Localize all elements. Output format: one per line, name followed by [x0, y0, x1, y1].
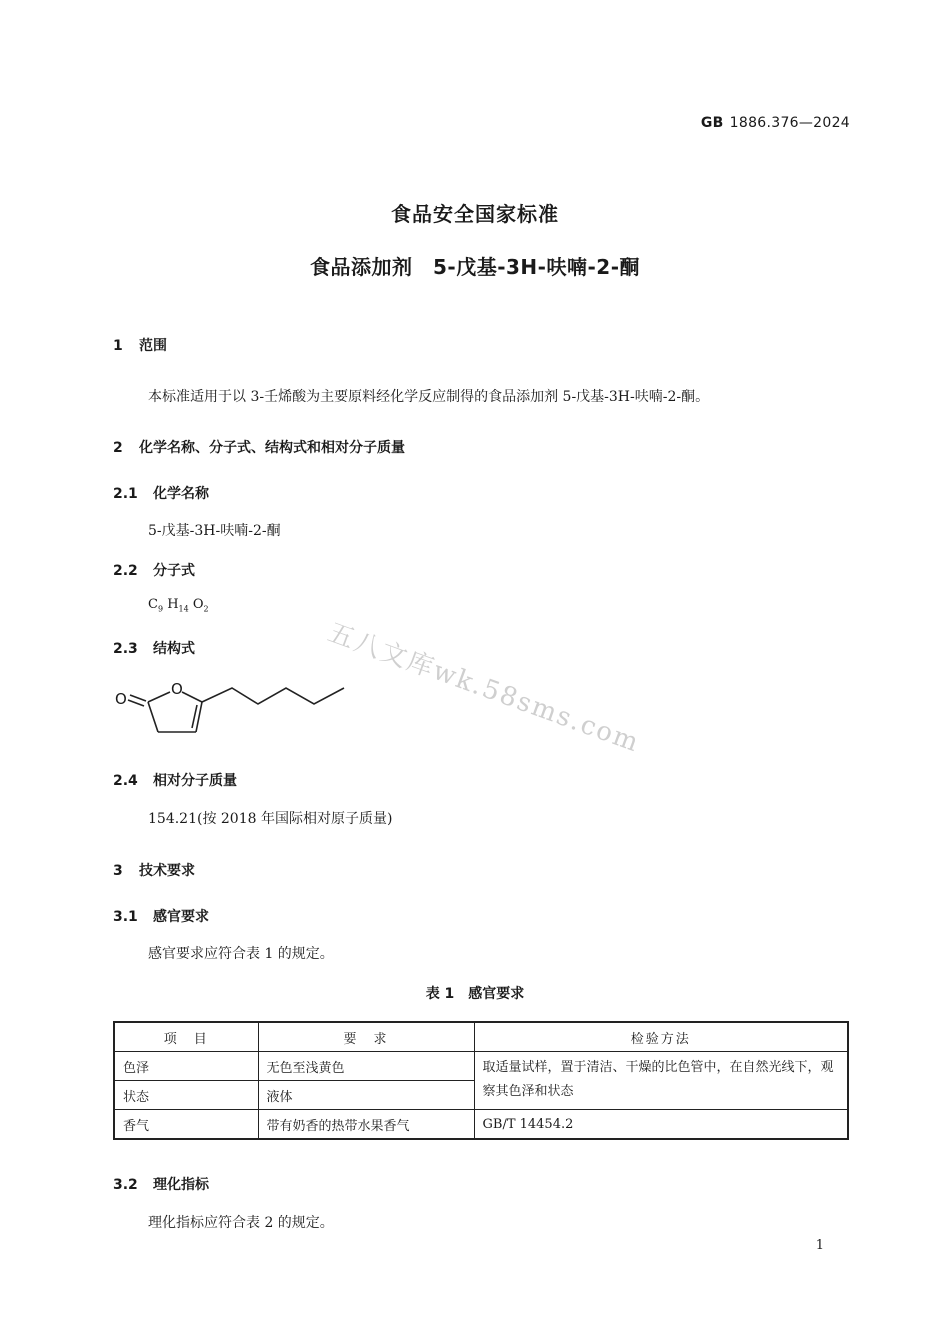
sensory-requirements-table: [113, 1021, 849, 1140]
cell-requirement: 无色至浅黄色: [258, 1052, 474, 1081]
document-title: 食品安全国家标准: [391, 202, 559, 226]
document-subtitle: 食品添加剂 5-戊基-3H-呋喃-2-酮: [310, 255, 640, 279]
structural-formula: [110, 672, 360, 742]
chemical-name: 5-戊基-3H-呋喃-2-酮: [148, 523, 281, 539]
section-3-heading: 3 技术要求: [113, 863, 195, 879]
section-3-1-heading: 3.1 感官要求: [113, 909, 209, 925]
table-row: [114, 1052, 848, 1081]
ring-oxygen: O: [171, 680, 183, 698]
cell-requirement: 液体: [258, 1081, 474, 1110]
watermark: 五八文库wk.58sms.com: [323, 617, 644, 759]
molecular-weight: 154.21(按 2018 年国际相对原子质量): [148, 811, 393, 827]
cell-requirement: 带有奶香的热带水果香气: [258, 1110, 474, 1140]
section-3-2-heading: 3.2 理化指标: [113, 1177, 209, 1193]
table-header-row: [114, 1022, 848, 1052]
cell-item: 状态: [114, 1081, 258, 1110]
header-method: 检验方法: [474, 1022, 848, 1052]
page-number: 1: [815, 1238, 824, 1253]
cell-method: 取适量试样，置于清洁、干燥的比色管中，在自然光线下，观察其色泽和状态: [474, 1052, 848, 1110]
table-1-caption: 表 1 感官要求: [425, 986, 525, 1002]
section-1-text: 本标准适用于以 3-壬烯酸为主要原料经化学反应制得的食品添加剂 5-戊基-3H-呋喃-2-酮。: [148, 389, 710, 405]
section-1-heading: 1 范围: [113, 338, 167, 354]
section-2-heading: 2 化学名称、分子式、结构式和相对分子质量: [113, 440, 405, 456]
section-2-4-heading: 2.4 相对分子质量: [113, 773, 237, 789]
molecular-formula: $C_9$ $H_{14}$ $O_2$: [148, 597, 209, 614]
header-item: 项 目: [114, 1022, 258, 1052]
cell-item: 色泽: [114, 1052, 258, 1081]
table-row: [114, 1110, 848, 1140]
section-3-1-text: 感官要求应符合表 1 的规定。: [148, 946, 334, 962]
section-2-2-heading: 2.2 分子式: [113, 563, 195, 579]
section-3-2-text: 理化指标应符合表 2 的规定。: [148, 1215, 334, 1231]
cell-item: 香气: [114, 1110, 258, 1140]
section-2-1-heading: 2.1 化学名称: [113, 486, 209, 502]
carbonyl-oxygen: O: [115, 690, 127, 708]
standard-code: GB 1886.376—2024: [700, 115, 850, 131]
section-2-3-heading: 2.3 结构式: [113, 641, 195, 657]
cell-method: GB/T 14454.2: [474, 1110, 848, 1140]
header-requirement: 要 求: [258, 1022, 474, 1052]
